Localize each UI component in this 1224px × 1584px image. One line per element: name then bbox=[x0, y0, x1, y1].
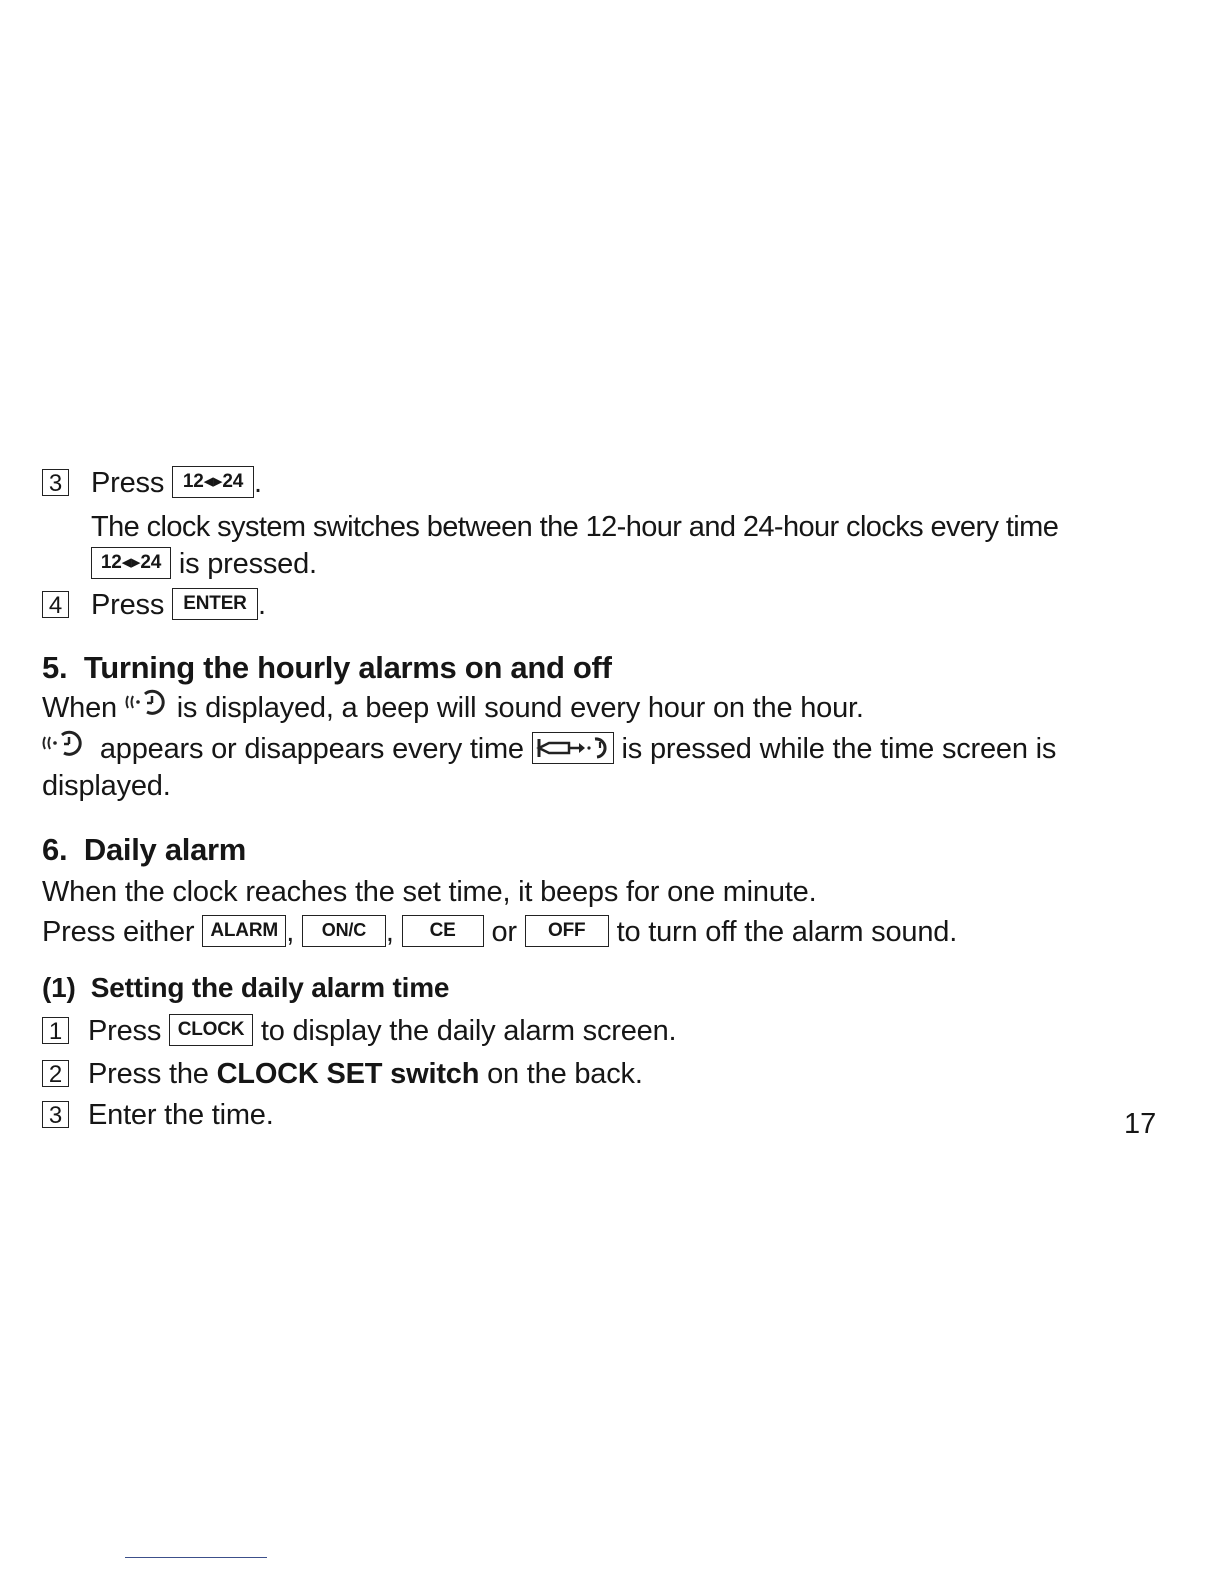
hourly-chime-icon bbox=[42, 729, 92, 766]
section-5-p3: displayed. bbox=[42, 770, 171, 802]
sub-step-2 bbox=[42, 1056, 643, 1092]
off-key: OFF bbox=[525, 915, 609, 947]
separator: or bbox=[483, 916, 525, 948]
step-number: 2 bbox=[42, 1060, 69, 1087]
step-3-line bbox=[42, 465, 262, 501]
step-text: to display the daily alarm screen. bbox=[253, 1015, 677, 1047]
hourly-chime-icon bbox=[125, 688, 169, 725]
paragraph-text: to turn off the alarm sound. bbox=[608, 916, 958, 948]
paragraph-text: is displayed, a beep will sound every hour on the hour. bbox=[176, 692, 864, 724]
section-number: 6. bbox=[42, 832, 68, 867]
bold-switch-name: CLOCK SET switch bbox=[216, 1058, 480, 1090]
step-text: Press the bbox=[88, 1058, 217, 1090]
desc-text: is pressed. bbox=[171, 548, 317, 580]
section-6-p2 bbox=[42, 914, 957, 950]
separator: , bbox=[286, 916, 302, 948]
section-title: Turning the hourly alarms on and off bbox=[83, 650, 612, 685]
step-punct: . bbox=[258, 589, 266, 621]
step-3-desc-line1: The clock system switches between the 12-hour and 24-hour clocks every time bbox=[91, 511, 1059, 543]
alarm-key: ALARM bbox=[202, 915, 286, 947]
subsection-title: Setting the daily alarm time bbox=[90, 972, 450, 1003]
step-3-desc-line2 bbox=[91, 546, 317, 582]
step-number: 1 bbox=[42, 1017, 69, 1044]
enter-key: ENTER bbox=[172, 588, 258, 620]
clock-key: CLOCK bbox=[169, 1014, 253, 1046]
step-punct: . bbox=[254, 467, 262, 499]
paragraph-text: is pressed while the time screen is bbox=[613, 733, 1057, 765]
sub-step-1 bbox=[42, 1013, 676, 1049]
step-text: Enter the time. bbox=[88, 1099, 274, 1131]
chime-toggle-key-icon bbox=[532, 732, 614, 764]
12-24-key: 12◂▸24 bbox=[91, 547, 171, 579]
page-number: 17 bbox=[1124, 1108, 1157, 1140]
section-number: 5. bbox=[42, 650, 68, 685]
paragraph-text: appears or disappears every time bbox=[92, 733, 532, 765]
subsection-1-heading bbox=[42, 970, 449, 1006]
sub-step-3 bbox=[42, 1097, 274, 1133]
step-text: on the back. bbox=[479, 1058, 643, 1090]
ce-key: CE bbox=[402, 915, 484, 947]
step-text: Press bbox=[91, 589, 172, 621]
step-number: 4 bbox=[42, 591, 69, 618]
subsection-number: (1) bbox=[42, 972, 76, 1003]
step-4-line bbox=[42, 587, 266, 623]
section-title: Daily alarm bbox=[83, 832, 247, 867]
section-5-p2 bbox=[42, 731, 1056, 769]
section-5-heading bbox=[42, 650, 612, 686]
step-text: Press bbox=[91, 467, 172, 499]
12-24-key: 12◂▸24 bbox=[172, 466, 254, 498]
footer-rule bbox=[125, 1557, 267, 1558]
step-number: 3 bbox=[42, 469, 69, 496]
step-number: 3 bbox=[42, 1101, 69, 1128]
on-c-key: ON/C bbox=[302, 915, 386, 947]
separator: , bbox=[385, 916, 402, 948]
paragraph-text: When bbox=[42, 692, 125, 724]
paragraph-text: Press either bbox=[42, 916, 203, 948]
section-6-p1: When the clock reaches the set time, it beeps for one minute. bbox=[42, 876, 817, 908]
section-5-p1 bbox=[42, 690, 864, 728]
step-text: Press bbox=[88, 1015, 169, 1047]
section-6-heading bbox=[42, 832, 246, 868]
